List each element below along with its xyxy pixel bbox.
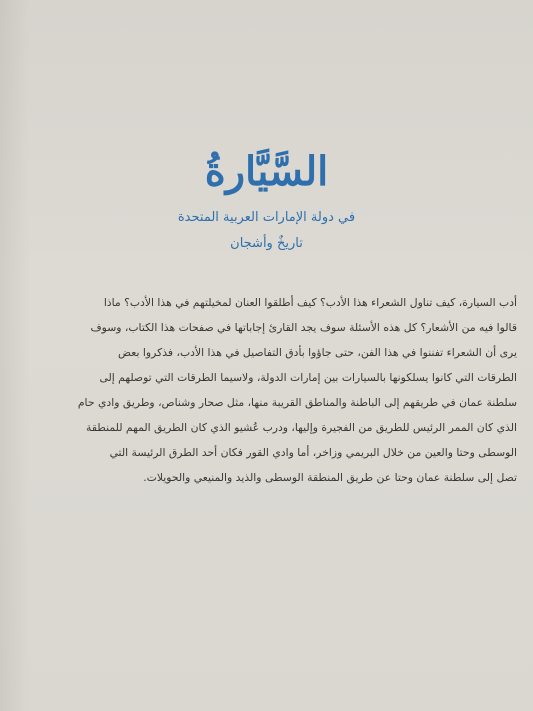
book-tagline: تاريخٌ وأشجان xyxy=(230,235,303,251)
blurb-line: قالوا فيه من الأشعار؟ كل هذه الأسئلة سوف يجد القارئ إجاباتها في صفحات هذا الكتاب، وسوف xyxy=(90,321,517,334)
blurb-line: يرى أن الشعراء تفننوا في هذا الفن، حتى جاؤوا بأدق التفاصيل في هذا الأدب، فذكروا بعض xyxy=(118,346,517,359)
blurb-paragraph xyxy=(20,290,517,490)
blurb-line: أدب السيارة، كيف تناول الشعراء هذا الأدب؟ كيف أطلقوا العنان لمخيلتهم في هذا الأدب؟ ماذا xyxy=(103,296,517,309)
book-subtitle: في دولة الإمارات العربية المتحدة xyxy=(177,210,356,225)
title-block xyxy=(0,150,533,251)
blurb-line: سلطنة عمان في طريقهم إلى الباطنة والمناطق القريبة منها، مثل صحار وشناص، وطريق وادي حام xyxy=(77,396,517,409)
blurb-line: الوسطى وحتا والعين من خلال البريمي وزاخر، أما وادي القور فكان أحد الطرق الرئيسة التي xyxy=(109,446,517,459)
blurb-line: تصل إلى سلطنة عمان وحتا عن طريق المنطقة الوسطى والذيد والمنيعي والحويلات. xyxy=(143,471,517,484)
book-title: السَّيَّارةُ xyxy=(204,148,329,195)
blurb-line: الطرقات التي كانوا يسلكونها بالسيارات بين إمارات الدولة، ولاسيما الطرقات التي توصلهم إلى xyxy=(99,371,517,384)
blurb-line: الذي كان الممر الرئيس للطريق من الفجيرة وإليها، ودرب عُشيو الذي كان الطريق المهم للمنطقة xyxy=(86,421,517,434)
